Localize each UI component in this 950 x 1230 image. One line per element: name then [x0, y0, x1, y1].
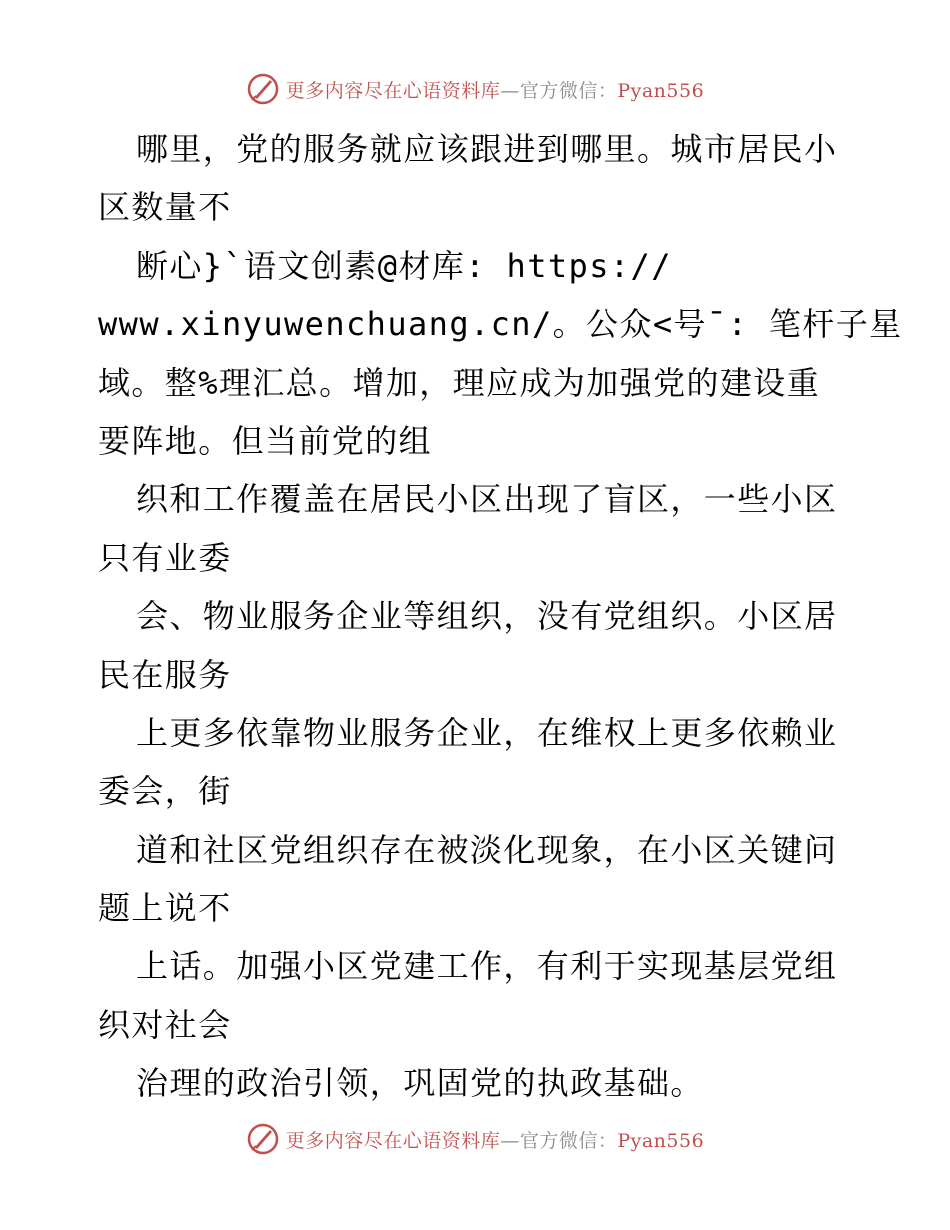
footer-banner	[0, 1119, 950, 1159]
quill-logo-icon	[246, 1122, 280, 1156]
footer-banner-red: 更多内容尽在心语资料库	[285, 1129, 501, 1152]
header-banner	[0, 69, 950, 109]
body-line: 治理的政治引领，巩固党的执政基础。	[136, 1064, 704, 1103]
footer-banner-gray: —官方微信：	[500, 1129, 618, 1152]
body-line: 织和工作覆盖在居民小区出现了盲区，一些小区	[136, 480, 838, 519]
body-line: 断心}`语文创素@材库: https://	[136, 246, 672, 285]
document-body	[98, 120, 903, 1113]
body-line: 区数量不	[98, 188, 232, 227]
header-banner-gray: —官方微信：	[500, 79, 618, 102]
body-line: 上话。加强小区党建工作，有利于实现基层党组	[136, 947, 838, 986]
body-line: 题上说不	[98, 889, 232, 928]
body-line: 织对社会	[98, 1005, 232, 1044]
footer-banner-text	[286, 1126, 704, 1153]
body-line: 民在服务	[98, 655, 232, 694]
body-line: www.xinyuwenchuang.cn/。公众<号¯: 笔杆子星	[98, 305, 903, 344]
body-line: 委会，街	[98, 772, 232, 811]
header-banner-red: 更多内容尽在心语资料库	[285, 79, 501, 102]
header-banner-id: Pyan556	[617, 79, 705, 102]
body-line: 只有业委	[98, 538, 232, 577]
body-line: 道和社区党组织存在被淡化现象，在小区关键问	[136, 830, 838, 869]
body-line: 哪里，党的服务就应该跟进到哪里。城市居民小	[136, 130, 838, 168]
footer-banner-id: Pyan556	[617, 1129, 705, 1152]
body-line: 要阵地。但当前党的组	[98, 421, 433, 460]
quill-logo-icon	[246, 72, 280, 106]
header-banner-text	[286, 76, 704, 103]
body-line: 域。整%理汇总。增加，理应成为加强党的建设重	[98, 363, 821, 402]
body-line: 会、物业服务企业等组织，没有党组织。小区居	[136, 597, 838, 636]
body-line: 上更多依靠物业服务企业，在维权上更多依赖业	[136, 713, 838, 752]
